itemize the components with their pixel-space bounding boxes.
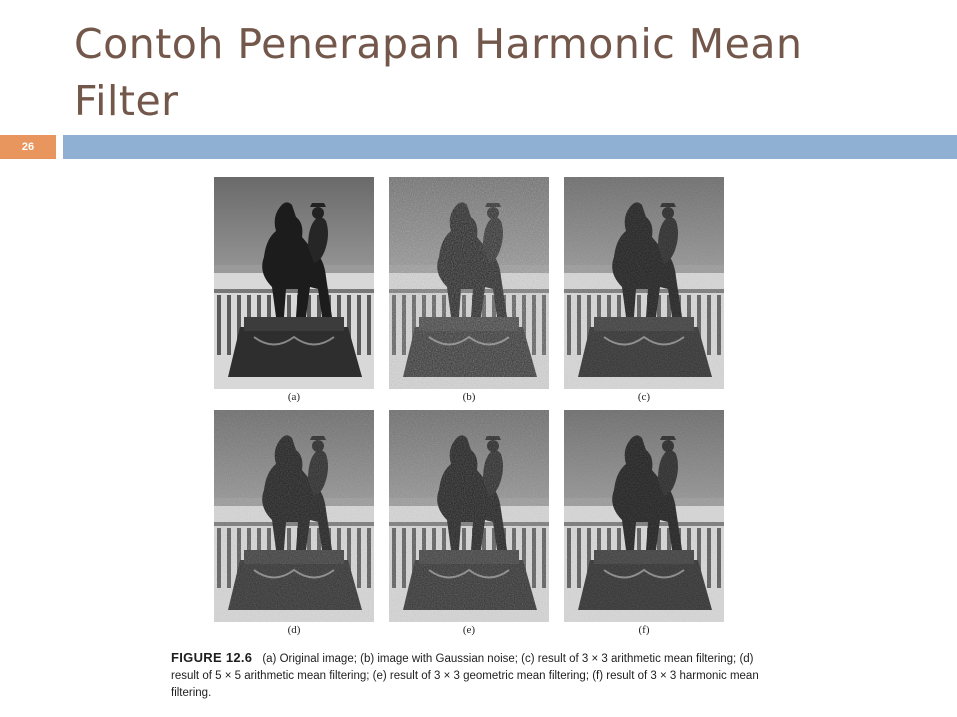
slide-number: 26 (21, 141, 35, 153)
statue-image (389, 410, 549, 622)
panel-label: (c) (637, 391, 651, 403)
figure-panel-f (564, 410, 724, 636)
figure-panel-d (214, 410, 374, 636)
figure-caption-label: FIGURE 12.6 (171, 650, 253, 665)
figure-grid (214, 177, 724, 636)
statue-image (214, 410, 374, 622)
panel-label: (f) (638, 624, 650, 636)
figure-caption-text: (a) Original image; (b) image with Gaussian noise; (c) result of 3 × 3 arithmetic mean filtering; (d) result of 5 × 5 arithmetic mean filtering; (e) result of 3 × 3 geometric mean filtering; (f) result of 3 × 3 harmonic mean filtering. (171, 653, 759, 699)
figure-panel-c (564, 177, 724, 403)
title-rule-bar (63, 135, 957, 159)
statue-image (564, 410, 724, 622)
figure-panel-e (389, 410, 549, 636)
slide-number-badge (0, 135, 56, 159)
statue-image (214, 177, 374, 389)
statue-image (564, 177, 724, 389)
panel-label: (b) (462, 391, 476, 403)
panel-label: (d) (287, 624, 301, 636)
panel-label: (e) (462, 624, 476, 636)
figure-panel-b (389, 177, 549, 403)
slide-title: Contoh Penerapan Harmonic Mean Filter (74, 20, 803, 125)
statue-image (389, 177, 549, 389)
panel-label: (a) (287, 391, 301, 403)
figure-caption (171, 649, 771, 702)
figure-panel-a (214, 177, 374, 403)
